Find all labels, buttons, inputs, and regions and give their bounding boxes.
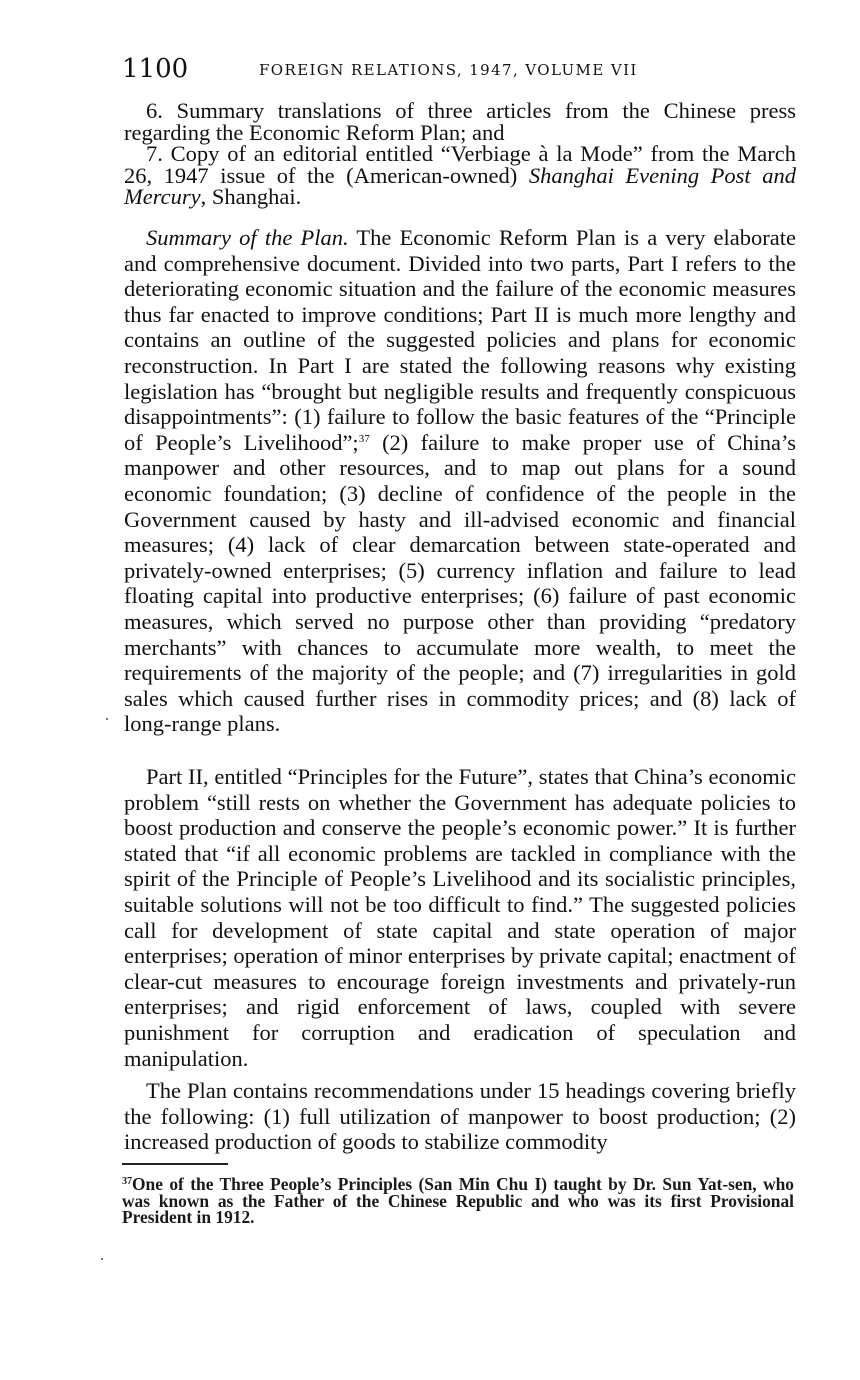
footnote <box>122 1176 794 1226</box>
list-item-number: 7. <box>146 141 163 166</box>
list-item-7 <box>124 143 796 208</box>
scan-speck <box>101 1258 103 1260</box>
footnote-marker: 37 <box>122 1176 132 1187</box>
list-item-text: Summary translations of three articles from the Chinese press regarding the Economic Reform Plan; and <box>124 98 797 145</box>
paragraph-text: The Economic Reform Plan is a very elaborate and comprehensive document. Divided into two parts, Part I refers to the deteriorating economic situation and the failure of the economic measures thus far enacted to improve conditions; Part II is much more lengthy and contains an outline of the suggested policies and plans for economic reconstruction. In Part I are stated the following reasons why existing legislation has “brought but negligible results and frequently conspicuous disappointments”: (1) failure to follow the basic features of the “Principle of People’s Livelihood”; <box>124 225 796 455</box>
list-item-6 <box>124 100 796 143</box>
paragraph-recommendations: The Plan contains recommendations under 15 headings covering briefly the following: (1) full utilization of manpower to boost production; (2) increased production of goods to stabilize commodity <box>124 1078 796 1155</box>
page-number: 1100 <box>122 54 189 84</box>
list-item-text: Copy of an editorial entitled “Verbiage à la Mode” from the March 26, 1947 issue of the (American-owned) <box>124 141 797 188</box>
paragraph-summary <box>124 225 796 737</box>
publication-title: Shanghai Evening Post and Mercury <box>124 162 796 209</box>
page-header <box>122 53 796 85</box>
footnote-divider <box>122 1163 228 1165</box>
running-title: FOREIGN RELATIONS, 1947, VOLUME VII <box>259 61 638 79</box>
footnote-text: One of the Three People’s Principles (San Min Chu I) taught by Dr. Sun Yat-sen, who was known as the Father of the Chinese Republic and who was its first Provisional President in 1912. <box>122 1174 794 1227</box>
list-item-text-end: , Shanghai. <box>200 184 302 209</box>
enclosure-list <box>124 100 796 208</box>
footnote-reference[interactable]: 37 <box>358 432 370 445</box>
paragraph-part-two: Part II, entitled “Principles for the Future”, states that China’s economic problem “still rests on whether the Government has adequate policies to boost production and conserve the people’s economic power.” It is further stated that “if all economic problems are tackled in compliance with the spirit of the Principle of People’s Livelihood and its socialistic principles, suitable solutions will not be too difficult to find.” The suggested policies call for development of state capital and state operation of major enterprises; operation of minor enterprises by private capital; enactment of clear-cut measures to encourage foreign investments and privately-run enterprises; and rigid enforcement of laws, coupled with severe punishment for corruption and eradication of speculation and manipulation. <box>124 764 796 1071</box>
paragraph-text: (2) failure to make proper use of China’s manpower and other resources, and to map out plans for a sound economic foundation; (3) decline of confidence of the people in the Government caused by hasty and ill-advised economic and financial measures; (4) lack of clear demarcation between state-operated and privately-owned enterprises; (5) currency inflation and failure to lead floating capital into productive enterprises; (6) failure of past economic measures, which served no purpose other than providing “predatory merchants” with chances to accumulate more wealth, to meet the requirements of the majority of the people; and (7) irregularities in gold sales which caused further rises in commodity prices; and (8) lack of long-range plans. <box>124 429 796 737</box>
scan-speck <box>106 718 108 720</box>
list-item-number: 6. <box>146 98 163 123</box>
section-lead: Summary of the Plan. <box>146 225 349 250</box>
